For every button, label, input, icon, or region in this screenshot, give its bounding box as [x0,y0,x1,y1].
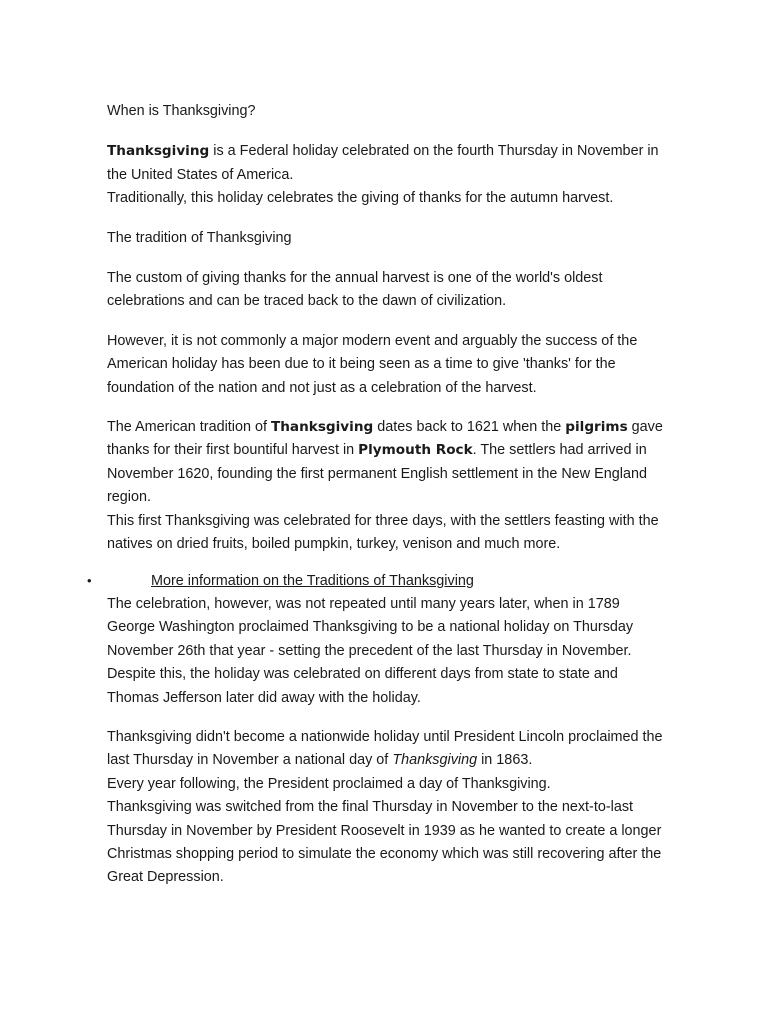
section-title: The tradition of Thanksgiving [107,229,292,246]
p5-text-1: Thanksgiving didn't become a nationwide holiday until President Lincoln proclaimed the last Thursday in November a national day of [107,728,663,769]
p3-text-4: . The settlers had arrived in November 1620, founding the first permanent English settlement in the New England region. [107,442,647,506]
intro-text: is a Federal holiday celebrated on the fourth Thursday in November in the United States of America. [107,143,659,183]
p5-italic-thanksgiving: Thanksgiving [392,752,478,769]
p3-line2: This first Thanksgiving was celebrated for three days, with the settlers feasting with the natives on dried fruits, boiled pumpkin, turkey, venison and much more. [107,512,659,553]
paragraph-custom: The custom of giving thanks for the annual harvest is one of the world's oldest celebrations and can be traced back to the dawn of civilization. [107,270,603,310]
intro-paragraph [107,140,667,210]
bullet-list-item [87,570,667,593]
paragraph-however: However, it is not commonly a major modern event and arguably the success of the American holiday has been due to it being seen as a time to give 'thanks' for the foundation of the nation and not just as a celebration of the harvest. [107,332,638,396]
intro-bold-term: Thanksgiving [107,143,210,160]
p3-bold-thanksgiving: Thanksgiving [270,419,374,436]
p3-bold-plymouth-rock: Plymouth Rock [358,442,473,459]
paragraph-celebration: The celebration, however, was not repeated until many years later, when in 1789 George Washington proclaimed Thanksgiving to be a national holiday on Thursday November 26th that year - setting the precedent of the last Thursday in November. Despite this, the holiday was celebrated on different days from state to state and Thomas Jefferson later did away with the holiday. [107,595,634,706]
bullet-icon: • [87,572,92,588]
p3-text-1: The American tradition of [107,419,271,436]
p5-text-2: in 1863. [477,752,533,769]
paragraph-american-tradition [107,416,667,556]
p5-line3: Thanksgiving was switched from the final Thursday in November to the next-to-last Thursday in November by President Roosevelt in 1939 as he wanted to create a longer Christmas shopping period to simulate the economy which was still recovering after the Great Depression. [107,799,662,886]
traditions-link[interactable]: More information on the Traditions of Thanksgiving [151,572,474,589]
p5-line2: Every year following, the President proclaimed a day of Thanksgiving. [107,775,551,792]
intro-line2: Traditionally, this holiday celebrates the giving of thanks for the autumn harvest. [107,190,614,207]
p3-text-2: dates back to 1621 when the [373,419,566,436]
page-title: When is Thanksgiving? [107,103,256,119]
paragraph-nationwide [107,726,667,890]
p3-text-3: gave thanks for their first bountiful harvest in [107,419,663,459]
p3-bold-pilgrims: pilgrims [565,419,628,436]
document-body [87,100,667,906]
